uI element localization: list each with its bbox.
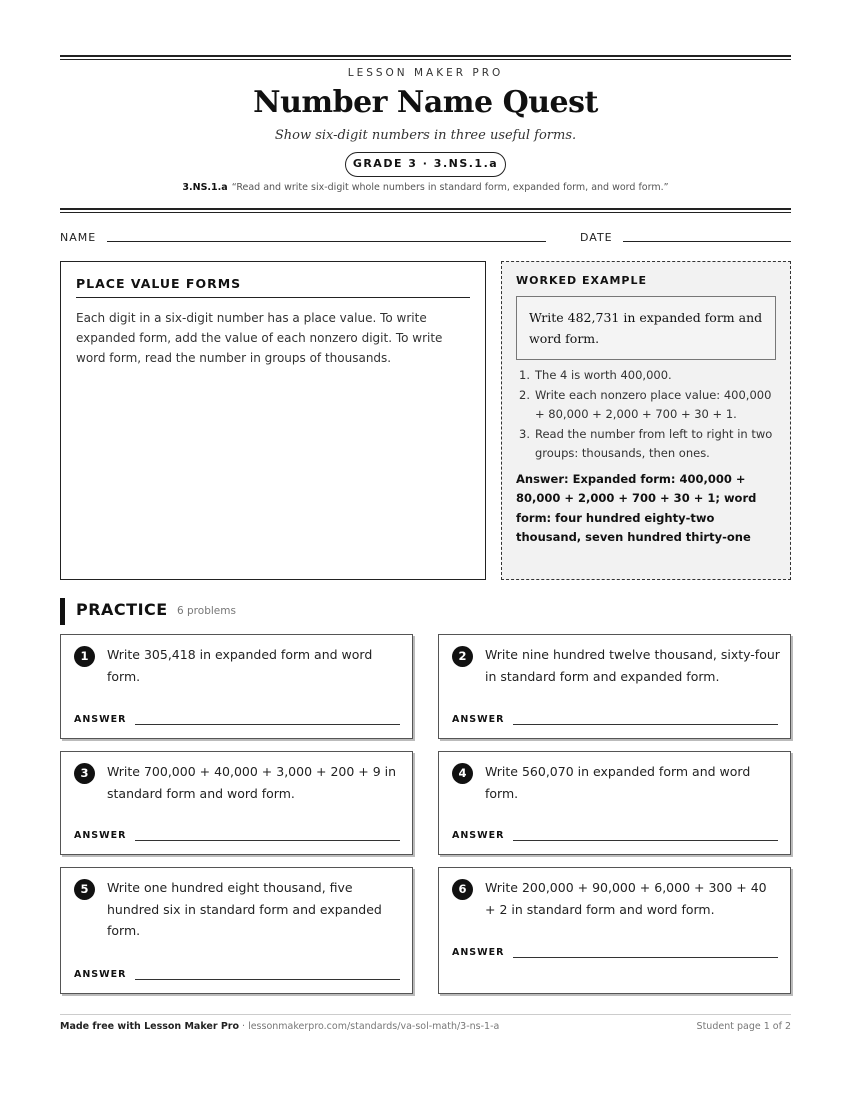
step-number: 3. (519, 426, 530, 441)
worksheet-subtitle: Show six-digit numbers in three useful forms. (274, 128, 577, 143)
place-value-panel (60, 261, 486, 580)
problem-text: Write 560,070 in expanded form and word form. (485, 764, 751, 801)
problem-card-4 (438, 751, 791, 855)
practice-accent-bar (60, 598, 65, 625)
footer-made-with: Made free with Lesson Maker Pro (60, 1021, 240, 1032)
answer-field[interactable] (135, 724, 400, 725)
answer-label: ANSWER (74, 969, 127, 980)
standard-description (60, 182, 791, 193)
answer-label: ANSWER (452, 947, 505, 958)
footer-rule (60, 1014, 791, 1015)
problem-text: Write 200,000 + 90,000 + 6,000 + 300 + 40 + 2 in standard form and word form. (485, 880, 767, 917)
practice-title: PRACTICE (76, 600, 168, 619)
standard-text: “Read and write six-digit whole numbers in standard form, expanded form, and word form.” (231, 182, 669, 193)
answer-field[interactable] (135, 979, 400, 980)
problem-number-badge: 3 (74, 763, 95, 784)
footer-separator: · (239, 1021, 249, 1032)
name-label: NAME (60, 231, 97, 244)
problem-number-badge: 6 (452, 879, 473, 900)
problem-text: Write nine hundred twelve thousand, sixty-four in standard form and expanded form. (485, 647, 780, 684)
practice-count: 6 problems (177, 605, 236, 617)
worked-example-step (516, 386, 776, 425)
problem-card-5 (60, 867, 413, 994)
problem-card-2 (438, 634, 791, 739)
worked-example-step (516, 425, 776, 464)
worked-example-step (516, 366, 776, 386)
answer-field[interactable] (135, 840, 400, 841)
name-field[interactable] (107, 241, 546, 242)
problem-card-1 (60, 634, 413, 739)
answer-field[interactable] (513, 957, 778, 958)
answer-field[interactable] (513, 724, 778, 725)
problem-text: Write one hundred eight thousand, five hundred six in standard form and expanded form. (107, 880, 382, 938)
footer-credit (60, 1021, 499, 1032)
answer-label: ANSWER (74, 714, 127, 725)
header-top-rule (60, 55, 791, 60)
place-value-title: PLACE VALUE FORMS (76, 276, 470, 298)
answer-field[interactable] (513, 840, 778, 841)
answer-label: ANSWER (74, 830, 127, 841)
header-bottom-rule (60, 208, 791, 213)
grade-badge: GRADE 3 · 3.NS.1.a (345, 152, 506, 177)
problem-text: Write 700,000 + 40,000 + 3,000 + 200 + 9 in standard form and word form. (107, 764, 397, 801)
brand-name: LESSON MAKER PRO (347, 67, 504, 79)
problem-text: Write 305,418 in expanded form and word form. (107, 647, 373, 684)
worksheet-page (60, 0, 791, 1100)
worked-example-prompt: Write 482,731 in expanded form and word form. (516, 296, 776, 360)
worked-example-title: WORKED EXAMPLE (516, 274, 647, 287)
date-label: DATE (580, 231, 613, 244)
worked-example-panel (501, 261, 791, 580)
worksheet-title: Number Name Quest (253, 85, 598, 120)
page-indicator: Student page 1 of 2 (696, 1021, 791, 1032)
step-text: The 4 is worth 400,000. (535, 368, 672, 382)
standard-code: 3.NS.1.a (182, 182, 228, 193)
worked-example-steps (516, 366, 776, 464)
step-text: Write each nonzero place value: 400,000 + 80,000 + 2,000 + 700 + 30 + 1. (535, 387, 772, 421)
place-value-body: Each digit in a six-digit number has a place value. To write expanded form, add the value of each nonzero digit. To write word form, read the number in groups of thousands. (76, 311, 443, 365)
problem-card-6 (438, 867, 791, 994)
problem-card-3 (60, 751, 413, 855)
answer-label: ANSWER (452, 714, 505, 725)
step-text: Read the number from left to right in two groups: thousands, then ones. (535, 426, 773, 460)
problem-number-badge: 5 (74, 879, 95, 900)
step-number: 2. (519, 387, 530, 402)
problem-number-badge: 2 (452, 646, 473, 667)
answer-label: ANSWER (452, 830, 505, 841)
problem-number-badge: 4 (452, 763, 473, 784)
problem-number-badge: 1 (74, 646, 95, 667)
date-field[interactable] (623, 241, 791, 242)
worked-example-answer: Answer: Expanded form: 400,000 + 80,000 + 2,000 + 700 + 30 + 1; word form: four hundred eighty-two thousand, seven hundred thirty-one (516, 471, 757, 544)
step-number: 1. (519, 368, 530, 382)
footer-url[interactable]: lessonmakerpro.com/standards/va-sol-math/3-ns-1-a (248, 1021, 500, 1032)
